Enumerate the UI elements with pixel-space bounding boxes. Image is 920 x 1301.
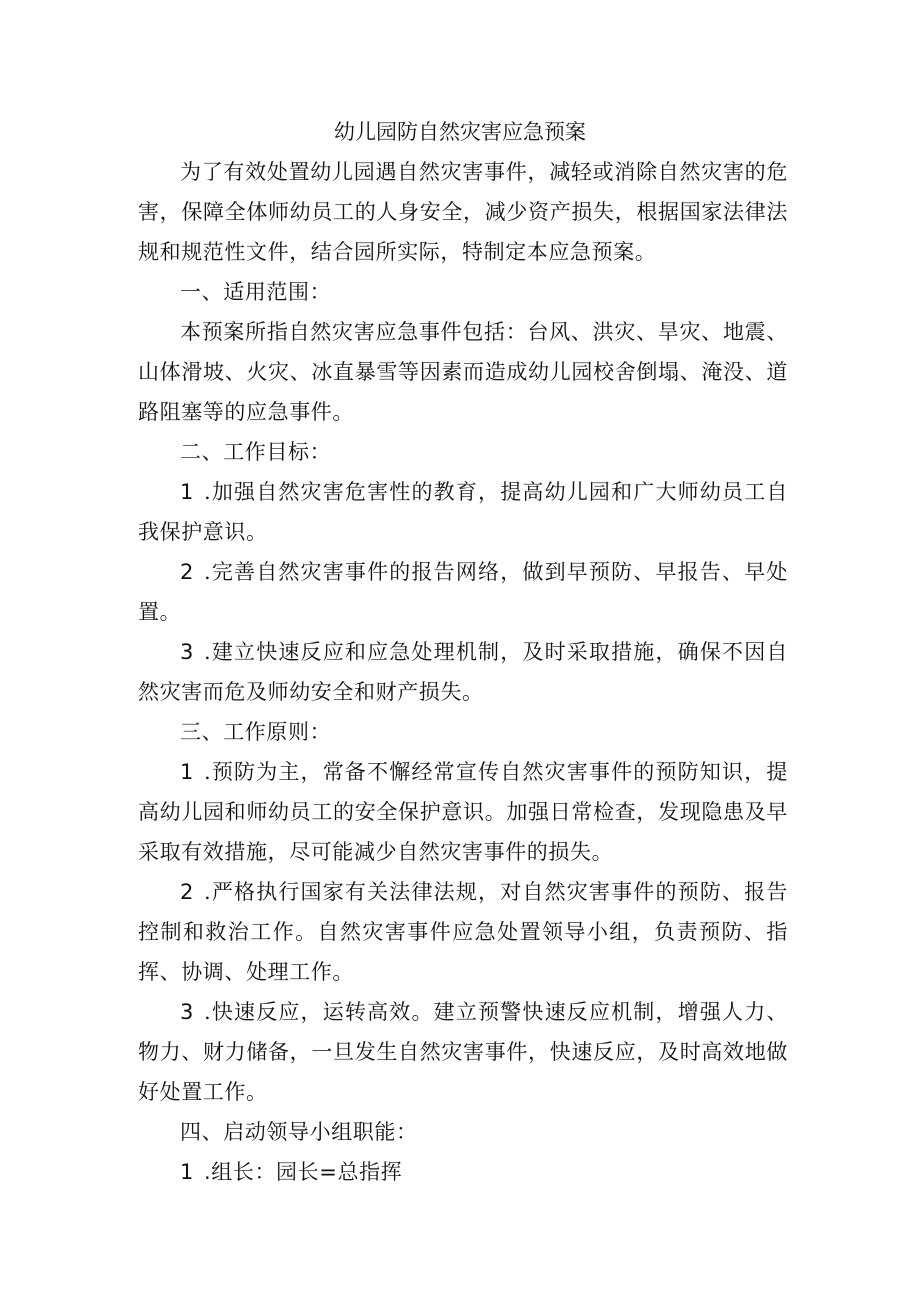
list-item-principle-2 [138, 872, 788, 992]
section-heading-scope [138, 272, 788, 312]
paragraph-text: 四、启动领导小组职能： [180, 1120, 418, 1144]
list-item-principle-1 [138, 752, 788, 872]
paragraph-scope [138, 312, 788, 432]
list-number: 3 [180, 640, 194, 664]
list-number: 1 [180, 1160, 194, 1184]
paragraph-text: .组长：园长=总指挥 [203, 1160, 403, 1184]
paragraph-text: .建立快速反应和应急处理机制，及时采取措施，确保不因自然灾害而危及师幼安全和财产损失。 [138, 640, 788, 704]
paragraph-intro [138, 152, 788, 272]
list-item-goal-3 [138, 632, 788, 712]
list-item-goal-1 [138, 472, 788, 552]
paragraph-text: 三、工作原则： [180, 720, 332, 744]
document-body [138, 152, 788, 1192]
section-heading-principles [138, 712, 788, 752]
paragraph-text: 二、工作目标： [180, 440, 332, 464]
paragraph-text: 一、适用范围： [180, 280, 332, 304]
paragraph-text: .完善自然灾害事件的报告网络，做到早预防、早报告、早处置。 [138, 560, 788, 624]
list-item-goal-2 [138, 552, 788, 632]
paragraph-text: .加强自然灾害危害性的教育，提高幼儿园和广大师幼员工自我保护意识。 [138, 480, 788, 544]
list-item-leadership-1 [138, 1152, 788, 1192]
document-title: 幼儿园防自然灾害应急预案 [334, 120, 586, 144]
list-item-principle-3 [138, 992, 788, 1112]
list-number: 3 [180, 1000, 194, 1024]
paragraph-text: 本预案所指自然灾害应急事件包括：台风、洪灾、旱灾、地震、山体滑坡、火灾、冰直暴雪等因素而造成幼儿园校舍倒塌、淹没、道路阻塞等的应急事件。 [138, 320, 788, 424]
paragraph-text: .快速反应，运转高效。建立预警快速反应机制，增强人力、物力、财力储备，一旦发生自然灾害事件，快速反应，及时高效地做好处置工作。 [138, 1000, 788, 1104]
list-number: 1 [180, 760, 194, 784]
section-heading-leadership [138, 1112, 788, 1152]
paragraph-text: .严格执行国家有关法律法规，对自然灾害事件的预防、报告控制和救治工作。自然灾害事件应急处置领导小组，负责预防、指挥、协调、处理工作。 [138, 880, 788, 984]
paragraph-text: .预防为主，常备不懈经常宣传自然灾害事件的预防知识，提高幼儿园和师幼员工的安全保护意识。加强日常检查，发现隐患及早采取有效措施，尽可能减少自然灾害事件的损失。 [138, 760, 788, 864]
section-heading-goals [138, 432, 788, 472]
list-number: 2 [180, 880, 194, 904]
list-number: 2 [180, 560, 194, 584]
paragraph-text: 为了有效处置幼儿园遇自然灾害事件，减轻或消除自然灾害的危害，保障全体师幼员工的人身安全，减少资产损失，根据国家法律法规和规范性文件，结合园所实际，特制定本应急预案。 [138, 160, 788, 264]
list-number: 1 [180, 480, 194, 504]
